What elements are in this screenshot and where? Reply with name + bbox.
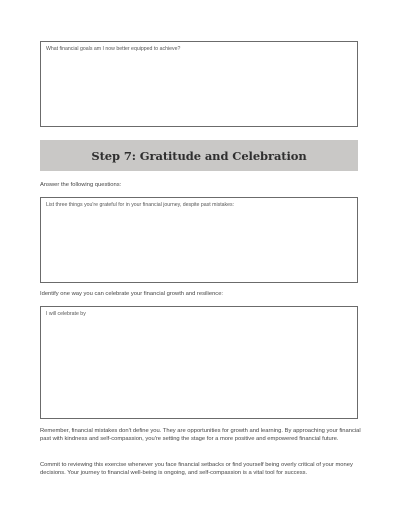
closing-paragraph-2: Commit to reviewing this exercise whenever you face financial setbacks or find yourself being overly critical of your money decisions. Your journey to financial well-being is ongoing, and self-compassion is a vital tool for success.	[40, 462, 353, 477]
step-title: Step 7: Gratitude and Celebration	[91, 148, 307, 163]
celebrate-question: Identify one way you can celebrate your financial growth and resilience:	[40, 291, 224, 297]
financial-goals-answer-box[interactable]	[40, 41, 358, 127]
gratitude-prompt: List three things you're grateful for in your financial journey, despite past mistakes:	[46, 202, 235, 208]
financial-goals-prompt: What financial goals am I now better equipped to achieve?	[46, 46, 181, 52]
closing-paragraph-1: Remember, financial mistakes don't define you. They are opportunities for growth and learning. By approaching your financial past with kindness and self-compassion, you're setting the stage for a more positive and empowered financial future.	[40, 428, 361, 443]
celebrate-answer-box[interactable]	[40, 306, 358, 419]
celebrate-prompt: I will celebrate by	[46, 311, 86, 317]
questions-intro: Answer the following questions:	[40, 182, 122, 188]
step-7-banner	[40, 140, 358, 171]
gratitude-answer-box[interactable]	[40, 197, 358, 283]
